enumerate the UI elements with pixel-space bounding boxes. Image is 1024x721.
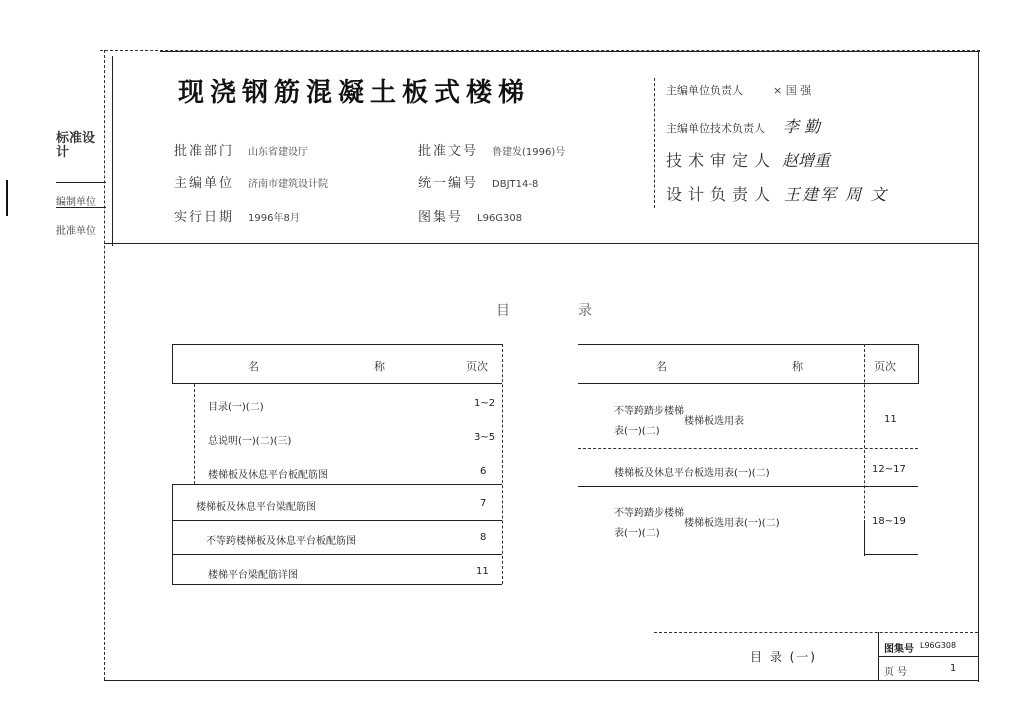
table-rule [194,384,195,484]
table-rule [172,554,502,555]
table-rule [172,484,173,584]
section-title-right: 录 [578,303,592,319]
table-row-page: 11 [476,566,489,577]
side-rule-2 [56,207,106,208]
column-header-page: 页次 [466,360,488,373]
footer-page-value: 1 [950,663,957,674]
header-bottom [104,243,978,244]
table-rule [172,383,502,384]
table-row-page: 12~17 [872,464,906,475]
table-row-name: 不等跨楼梯板及休息平台板配筋图 [206,536,356,547]
table-rule [578,383,918,384]
table-row-page: 7 [480,498,487,509]
meta-value: DBJT14-8 [492,179,539,190]
footer-page-label: 页 号 [884,667,908,678]
meta-value: L96G308 [477,213,523,224]
table-row-name-b: 表(一)(二) [614,426,660,437]
meta-label: 批准文号 [418,144,479,159]
table-row-name: 楼梯平台梁配筋详图 [208,570,298,581]
table-row-name: 总说明(一)(二)(三) [208,436,292,447]
table-rule [578,344,918,345]
signature: 王建军 周 文 [784,185,889,204]
table-rule [172,584,502,585]
meta-person-2 [666,114,820,137]
table-row-page: 1~2 [474,398,496,409]
meta-label: 图集号 [418,210,464,225]
side-rule-1 [56,182,106,183]
footer-center-title: 目 录 (一) [750,650,817,664]
meta-label: 主编单位技术负责人 [666,122,765,135]
table-row-name: 楼梯板及休息平台板配筋图 [208,470,328,481]
signature: 李 勤 [783,117,821,136]
document-title: 现浇钢筋混凝土板式楼梯 [178,78,531,108]
table-row-page: 8 [480,532,487,543]
table-rule [172,484,502,485]
meta-unified-number [418,172,538,191]
table-row-name-a: 楼梯板及休息平台板选用表(一)(二) [614,468,770,479]
meta-person-4 [666,182,888,205]
table-rule [172,520,502,521]
table-row-page: 6 [480,466,487,477]
table-rule [172,344,173,384]
footer-atlas-value: L96G308 [920,641,957,650]
meta-label: 主编单位 [174,176,235,191]
footer-rule [878,656,978,657]
meta-approval-number [418,140,565,159]
meta-person-1 [666,82,811,98]
table-rule [864,520,865,556]
table-rule [918,344,919,384]
column-header-name-2: 称 [792,360,803,373]
table-row-name-a: 不等跨踏步楼梯 [614,508,684,519]
table-rule [578,486,918,487]
table-row-name-c: 楼梯板选用表 [684,416,744,427]
frame-left [104,50,105,680]
meta-label: 技术审定人 [666,151,777,170]
section-title-left: 目 [496,303,510,319]
left-margin-mark [6,180,8,216]
meta-label: 批准部门 [174,144,235,159]
footer-rule [654,632,978,633]
frame-right [978,52,979,682]
column-header-page: 页次 [874,360,896,373]
meta-value: × 国 强 [773,84,812,97]
table-row-page: 11 [884,414,897,425]
footer-atlas-label: 图集号 [884,644,914,655]
meta-label: 主编单位负责人 [666,84,743,97]
table-row-page: 18~19 [872,516,906,527]
left-block-divider [112,56,113,246]
meta-value: 鲁建发(1996)号 [492,147,566,158]
table-rule [172,344,502,345]
meta-value: 1996年8月 [248,213,300,224]
meta-approving-dept [174,140,308,159]
right-meta-divider [654,78,655,208]
table-rule [578,448,918,449]
meta-editor-unit [174,172,328,191]
table-rule [864,554,918,555]
meta-value: 济南市建筑设计院 [248,179,329,190]
table-row-page: 3~5 [474,432,496,443]
meta-label: 实行日期 [174,210,235,225]
table-row-name-a: 不等跨踏步楼梯 [614,406,684,417]
table-row-name-b: 表(一)(二) [614,528,660,539]
table-row-name-c: 楼梯板选用表(一)(二) [684,518,780,529]
side-line-2: 批准单位 [56,226,96,237]
frame-top-solid [160,51,980,52]
column-header-name-2: 称 [374,360,385,373]
meta-atlas-number [418,206,522,225]
meta-person-3 [666,148,830,171]
table-row-name: 目录(一)(二) [208,402,264,413]
side-emblem: 标准设计 [56,131,96,160]
frame-bottom [104,680,978,681]
table-rule [502,344,503,584]
meta-value: 山东省建设厅 [248,147,309,158]
meta-label: 统一编号 [418,176,479,191]
meta-label: 设计负责人 [666,185,777,204]
meta-effective-date [174,206,300,225]
signature: 赵增重 [782,151,831,170]
column-header-name-1: 名 [248,360,259,373]
column-header-name-1: 名 [656,360,667,373]
table-row-name: 楼梯板及休息平台梁配筋图 [196,502,316,513]
side-line-1: 编制单位 [56,197,96,208]
